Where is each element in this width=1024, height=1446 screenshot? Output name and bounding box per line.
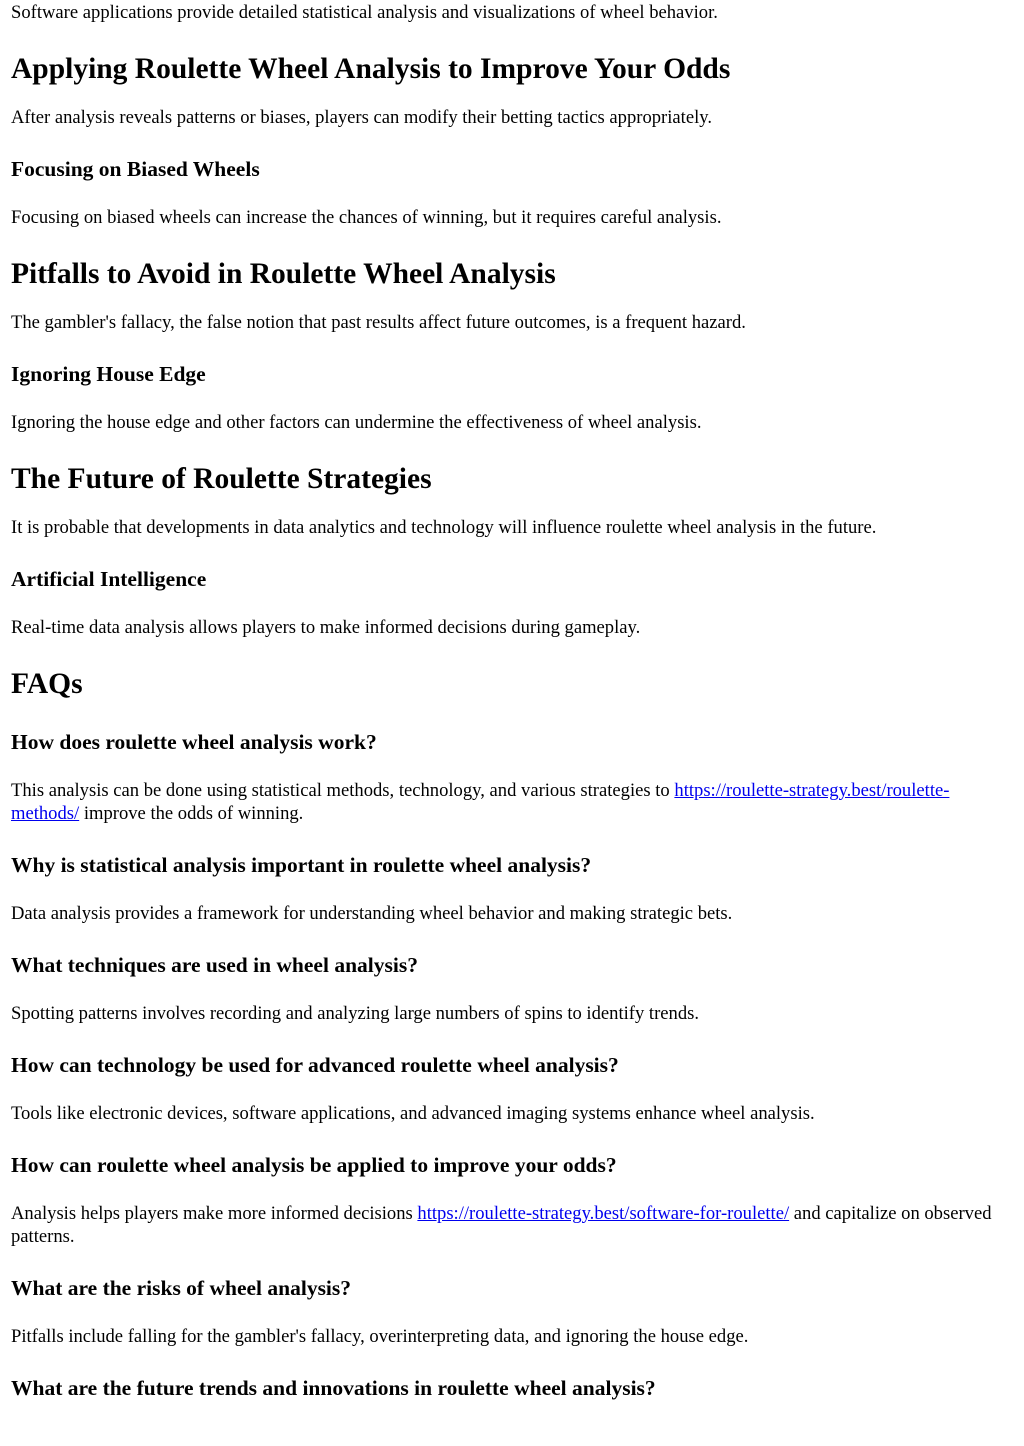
paragraph-house-edge: Ignoring the house edge and other factors can undermine the effectiveness of wheel analysis. [11,412,702,433]
faq-answer-1 [11,779,1006,825]
heading-pitfalls: Pitfalls to Avoid in Roulette Wheel Analysis [11,258,556,290]
paragraph-biased-wheels: Focusing on biased wheels can increase the chances of winning, but it requires careful analysis. [11,207,722,228]
paragraph-ai: Real-time data analysis allows players to make informed decisions during gameplay. [11,617,641,638]
paragraph-pitfalls: The gambler's fallacy, the false notion that past results affect future outcomes, is a frequent hazard. [11,312,746,333]
faq-question-1: How does roulette wheel analysis work? [11,730,377,754]
paragraph-applying: After analysis reveals patterns or biases, players can modify their betting tactics appropriately. [11,107,712,128]
faq-answer-2: Data analysis provides a framework for understanding wheel behavior and making strategic bets. [11,903,733,924]
software-for-roulette-link[interactable]: https://roulette-strategy.best/software-for-roulette/ [417,1203,790,1224]
faq-answer-5 [11,1202,1006,1248]
faq-question-7: What are the future trends and innovations in roulette wheel analysis? [11,1376,656,1400]
subheading-house-edge: Ignoring House Edge [11,362,206,386]
heading-applying: Applying Roulette Wheel Analysis to Improve Your Odds [11,53,731,85]
faq-answer-1-before: This analysis can be done using statistical methods, technology, and various strategies to [11,780,675,801]
faq-answer-4: Tools like electronic devices, software applications, and advanced imaging systems enhance wheel analysis. [11,1103,815,1124]
subheading-ai: Artificial Intelligence [11,567,207,591]
roulette-methods-link[interactable]: https://roulette-strategy.best/roulette-methods/ [11,780,950,824]
faq-question-3: What techniques are used in wheel analysis? [11,953,418,977]
faq-answer-5-before: Analysis helps players make more informed decisions [11,1203,418,1224]
faq-question-5: How can roulette wheel analysis be applied to improve your odds? [11,1153,617,1177]
intro-paragraph: Software applications provide detailed statistical analysis and visualizations of wheel behavior. [11,2,718,23]
subheading-biased-wheels: Focusing on Biased Wheels [11,157,260,181]
heading-future: The Future of Roulette Strategies [11,463,432,495]
faq-question-4: How can technology be used for advanced roulette wheel analysis? [11,1053,619,1077]
paragraph-future: It is probable that developments in data analytics and technology will influence roulette wheel analysis in the future. [11,517,877,538]
faq-answer-5-after: and capitalize on observed patterns. [11,1203,992,1247]
faq-question-6: What are the risks of wheel analysis? [11,1276,352,1300]
article-content [11,0,1006,1401]
faq-question-2: Why is statistical analysis important in roulette wheel analysis? [11,853,592,877]
faq-answer-6: Pitfalls include falling for the gambler's fallacy, overinterpreting data, and ignoring the house edge. [11,1326,749,1347]
heading-faqs: FAQs [11,668,83,700]
faq-answer-3: Spotting patterns involves recording and analyzing large numbers of spins to identify trends. [11,1003,700,1024]
faq-answer-1-after: improve the odds of winning. [79,803,304,824]
